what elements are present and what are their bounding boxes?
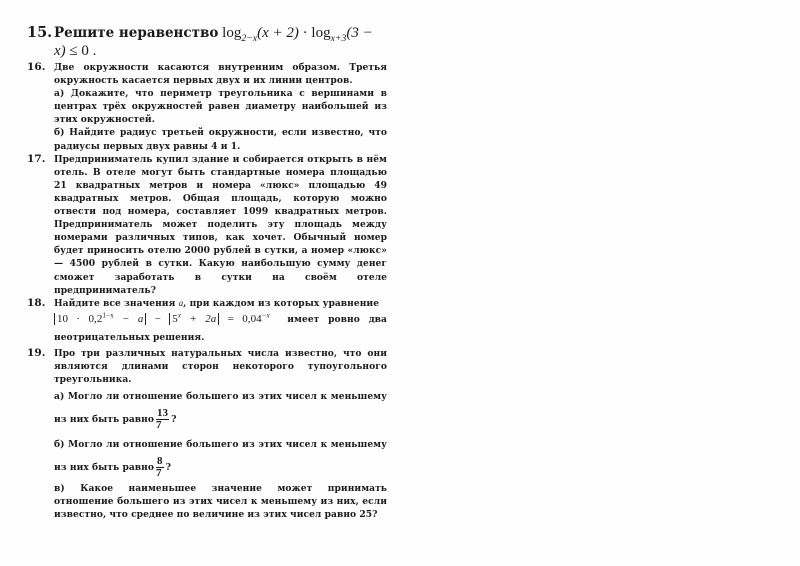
problem-16 (27, 61, 387, 153)
problem-part-a: а) Докажите, что периметр треугольника с вершинами в центрах трёх окружностей равен диаметру наибольшей из этих окружностей. (54, 88, 387, 126)
problem-text: Про три различных натуральных числа известно, что они являются длинами сторон некоторого тупоугольного треугольника. (54, 347, 387, 385)
abs-term-2: $5^x + 2a$ (169, 313, 219, 325)
problems-column (27, 24, 387, 521)
parameter-a: a (178, 297, 184, 308)
problem-number: 18. (27, 296, 46, 309)
fraction-8-7: $\frac{8}{7}$ (156, 455, 163, 480)
problem-number: 17. (27, 152, 46, 165)
problem-text: Найдите все значения a, при каждом из которых уравнение (54, 297, 380, 309)
problem-text: Решите неравенство $\log_{2-x}(x + 2) \cdot \log_{x+3}(3 - x) \le 0$ . (54, 25, 373, 59)
equation: $10 \cdot 0,2^{1-x} - a - 5^x + 2a = 0,04^{-x}$ (54, 313, 270, 325)
problem-19 (27, 347, 387, 522)
problem-number: 15. (27, 24, 53, 41)
abs-term-1: $10 \cdot 0,2^{1-x} - a$ (54, 313, 146, 325)
problem-part-b: б) Найдите радиус третьей окружности, если известно, что радиусы первых двух равны 4 и 1. (54, 127, 387, 152)
problem-equation: $10 \cdot 0,2^{1-x} - a - 5^x + 2a = 0,04^{-x}$ имеет ровно два неотрицательных решения. (54, 311, 387, 343)
problem-18 (27, 297, 387, 347)
problem-text: Предприниматель купил здание и собирается открыть в нём отель. В отеле могут быть стандартные номера площадью 21 квадратных метров и номера «люкс» площадью 49 квадратных метров. Общая площадь, которую можно отвести под номера, составляет 1099 квадратных метров. Предприниматель может поделить эту площадь между номерами различных типов, как хочет. Обычный номер будет приносить отелю 2000 рублей в сутки, а номер «люкс» — 4500 рублей в сутки. Какую наибольшую сумму денег сможет заработать в сутки на своём отеле предприниматель? (54, 153, 387, 296)
problem-text: Две окружности касаются внутренним образом. Третья окружность касается первых двух и их линии центров. (54, 62, 387, 87)
problem-17 (27, 153, 387, 297)
fraction-13-7: $\frac{13}{7}$ (156, 407, 169, 432)
problem-part-c: в) Какое наименьшее значение может принимать отношение большего из этих чисел к меньшему из них, если известно, что среднее по величине из этих чисел равно 25? (54, 483, 387, 521)
problem-part-b: б) Могло ли отношение большего из этих чисел к меньшему из них быть равно $\frac{8}{7}$ ? (54, 439, 387, 480)
problem-number: 19. (27, 346, 46, 359)
problem-number: 16. (27, 61, 46, 73)
problem-part-a: а) Могло ли отношение большего из этих чисел к меньшему из них быть равно $\frac{13}{7}$ ? (54, 391, 387, 432)
problem-15 (27, 24, 387, 60)
